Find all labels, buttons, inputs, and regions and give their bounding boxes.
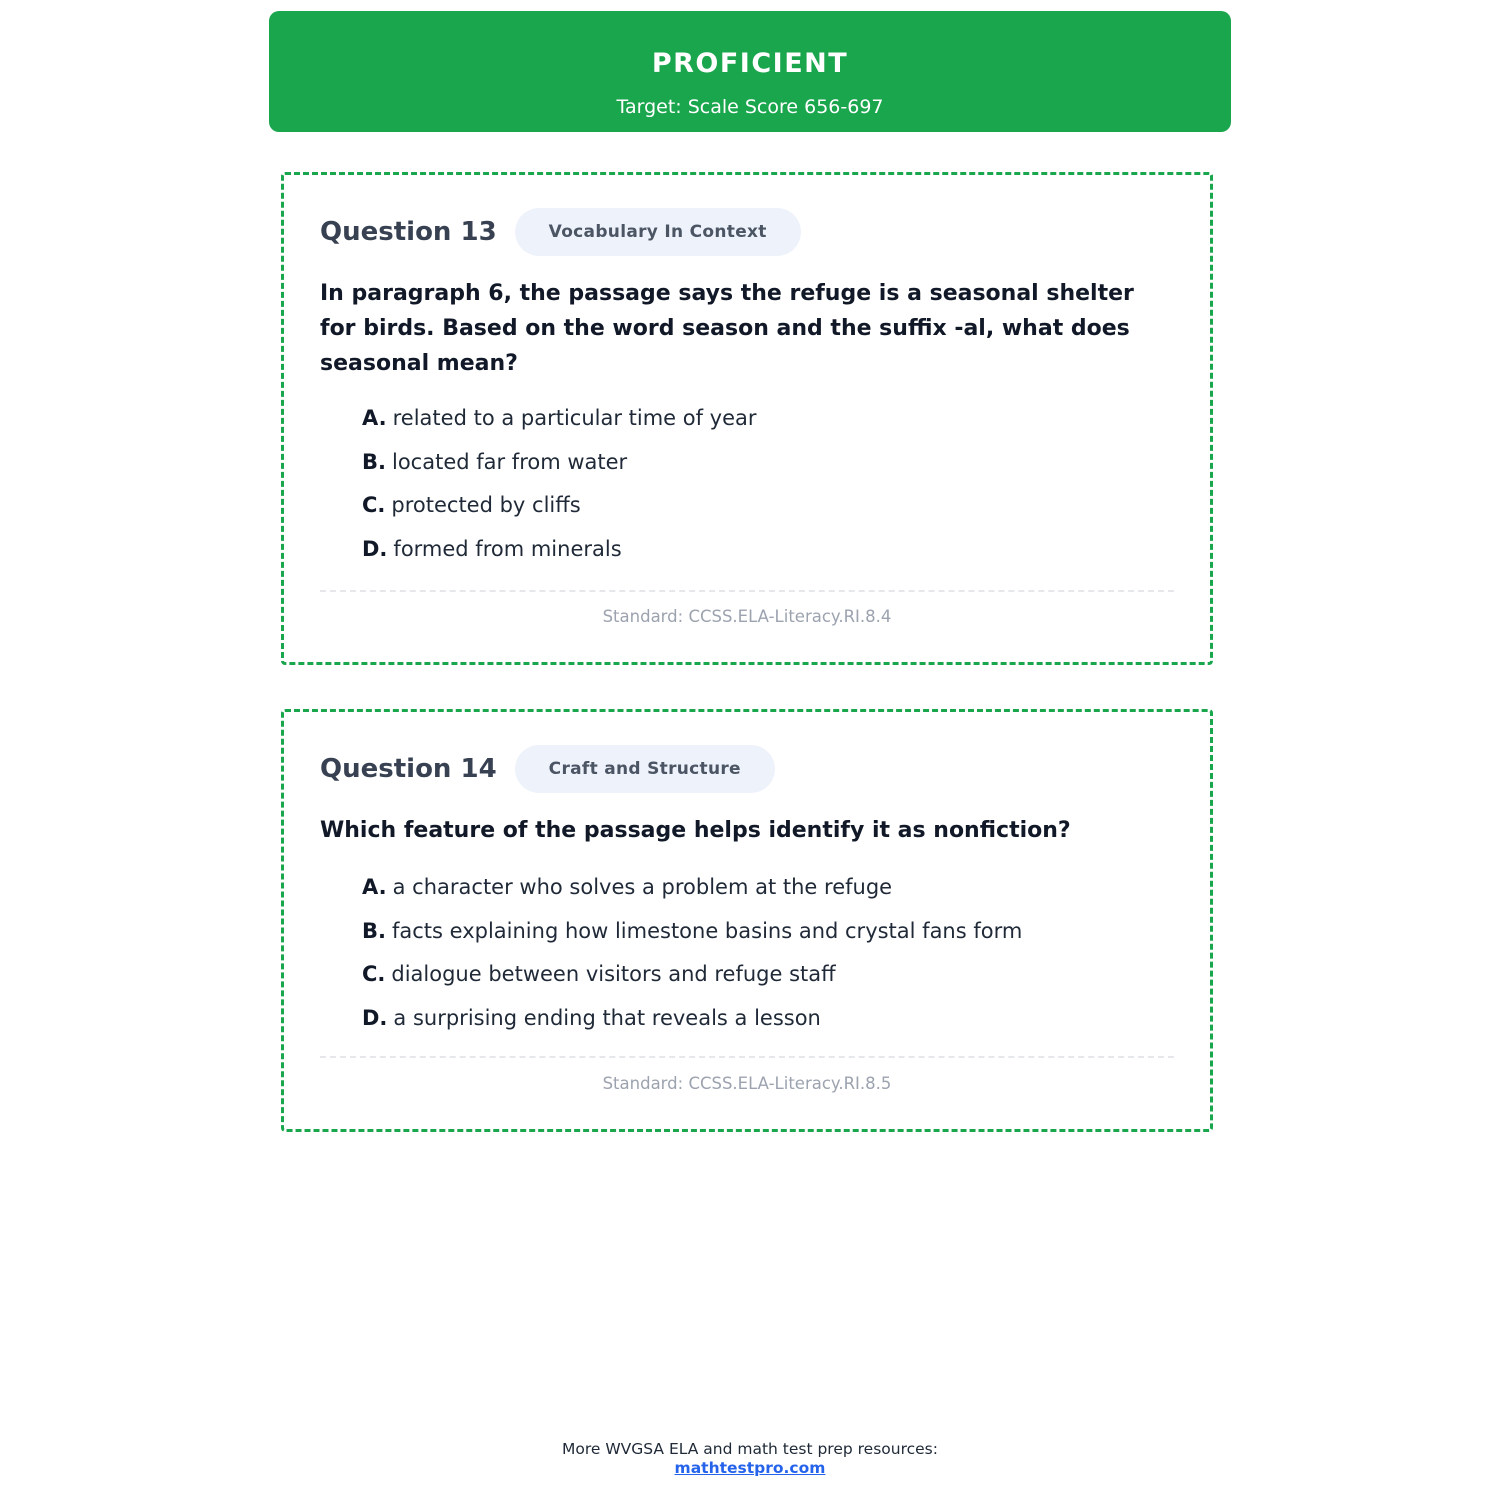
question-card-14 <box>281 709 1213 1132</box>
choice-letter: C. <box>362 493 386 518</box>
answer-choice-b[interactable] <box>362 910 1022 954</box>
choice-text: related to a particular time of year <box>392 406 757 430</box>
choice-text: dialogue between visitors and refuge staff <box>391 962 836 987</box>
choice-letter: B. <box>362 449 386 474</box>
footer-text: More WVGSA ELA and math test prep resources: <box>562 1440 938 1458</box>
question-prompt: Which feature of the passage helps identify it as nonfiction? <box>320 818 1071 843</box>
question-number: Question 14 <box>320 754 497 784</box>
question-prompt: In paragraph 6, the passage says the refuge is a seasonal shelter for birds. Based on the word season and the suffix -al, what does seasonal mean? <box>320 281 1134 376</box>
answer-choice-c[interactable] <box>362 484 757 528</box>
choice-text: facts explaining how limestone basins and crystal fans form <box>391 918 1023 943</box>
choice-text: a surprising ending that reveals a lesson <box>393 1005 821 1030</box>
level-title: PROFICIENT <box>651 48 849 79</box>
divider <box>320 590 1174 592</box>
answer-choice-a[interactable] <box>362 866 1022 910</box>
choice-letter: B. <box>362 918 386 943</box>
level-target: Target: Scale Score 656-697 <box>616 96 884 118</box>
choice-text: located far from water <box>391 449 628 474</box>
question-number: Question 13 <box>320 217 497 247</box>
choice-letter: A. <box>362 875 387 899</box>
answer-choice-c[interactable] <box>362 953 1022 997</box>
choice-letter: D. <box>362 536 388 561</box>
footer <box>0 1440 1500 1478</box>
choice-text: protected by cliffs <box>391 493 581 518</box>
choice-text: a character who solves a problem at the refuge <box>392 875 893 899</box>
question-header <box>320 208 801 256</box>
answer-choice-a[interactable] <box>362 397 757 441</box>
question-standard: Standard: CCSS.ELA-Literacy.RI.8.5 <box>602 1074 892 1093</box>
choice-letter: D. <box>362 1005 388 1030</box>
answer-choices <box>362 866 1022 1040</box>
question-category-tag: Craft and Structure <box>515 745 775 793</box>
footer-link[interactable]: mathtestpro.com <box>674 1459 826 1477</box>
question-category-tag: Vocabulary In Context <box>515 208 801 256</box>
choice-letter: C. <box>362 962 386 987</box>
divider <box>320 1056 1174 1058</box>
question-standard: Standard: CCSS.ELA-Literacy.RI.8.4 <box>602 607 892 626</box>
answer-choice-d[interactable] <box>362 528 757 572</box>
question-card-13 <box>281 172 1213 665</box>
choice-letter: A. <box>362 406 387 430</box>
choice-text: formed from minerals <box>393 536 622 561</box>
question-header <box>320 745 775 793</box>
answer-choice-b[interactable] <box>362 441 757 485</box>
level-banner <box>269 11 1231 132</box>
answer-choices <box>362 397 757 571</box>
answer-choice-d[interactable] <box>362 997 1022 1041</box>
